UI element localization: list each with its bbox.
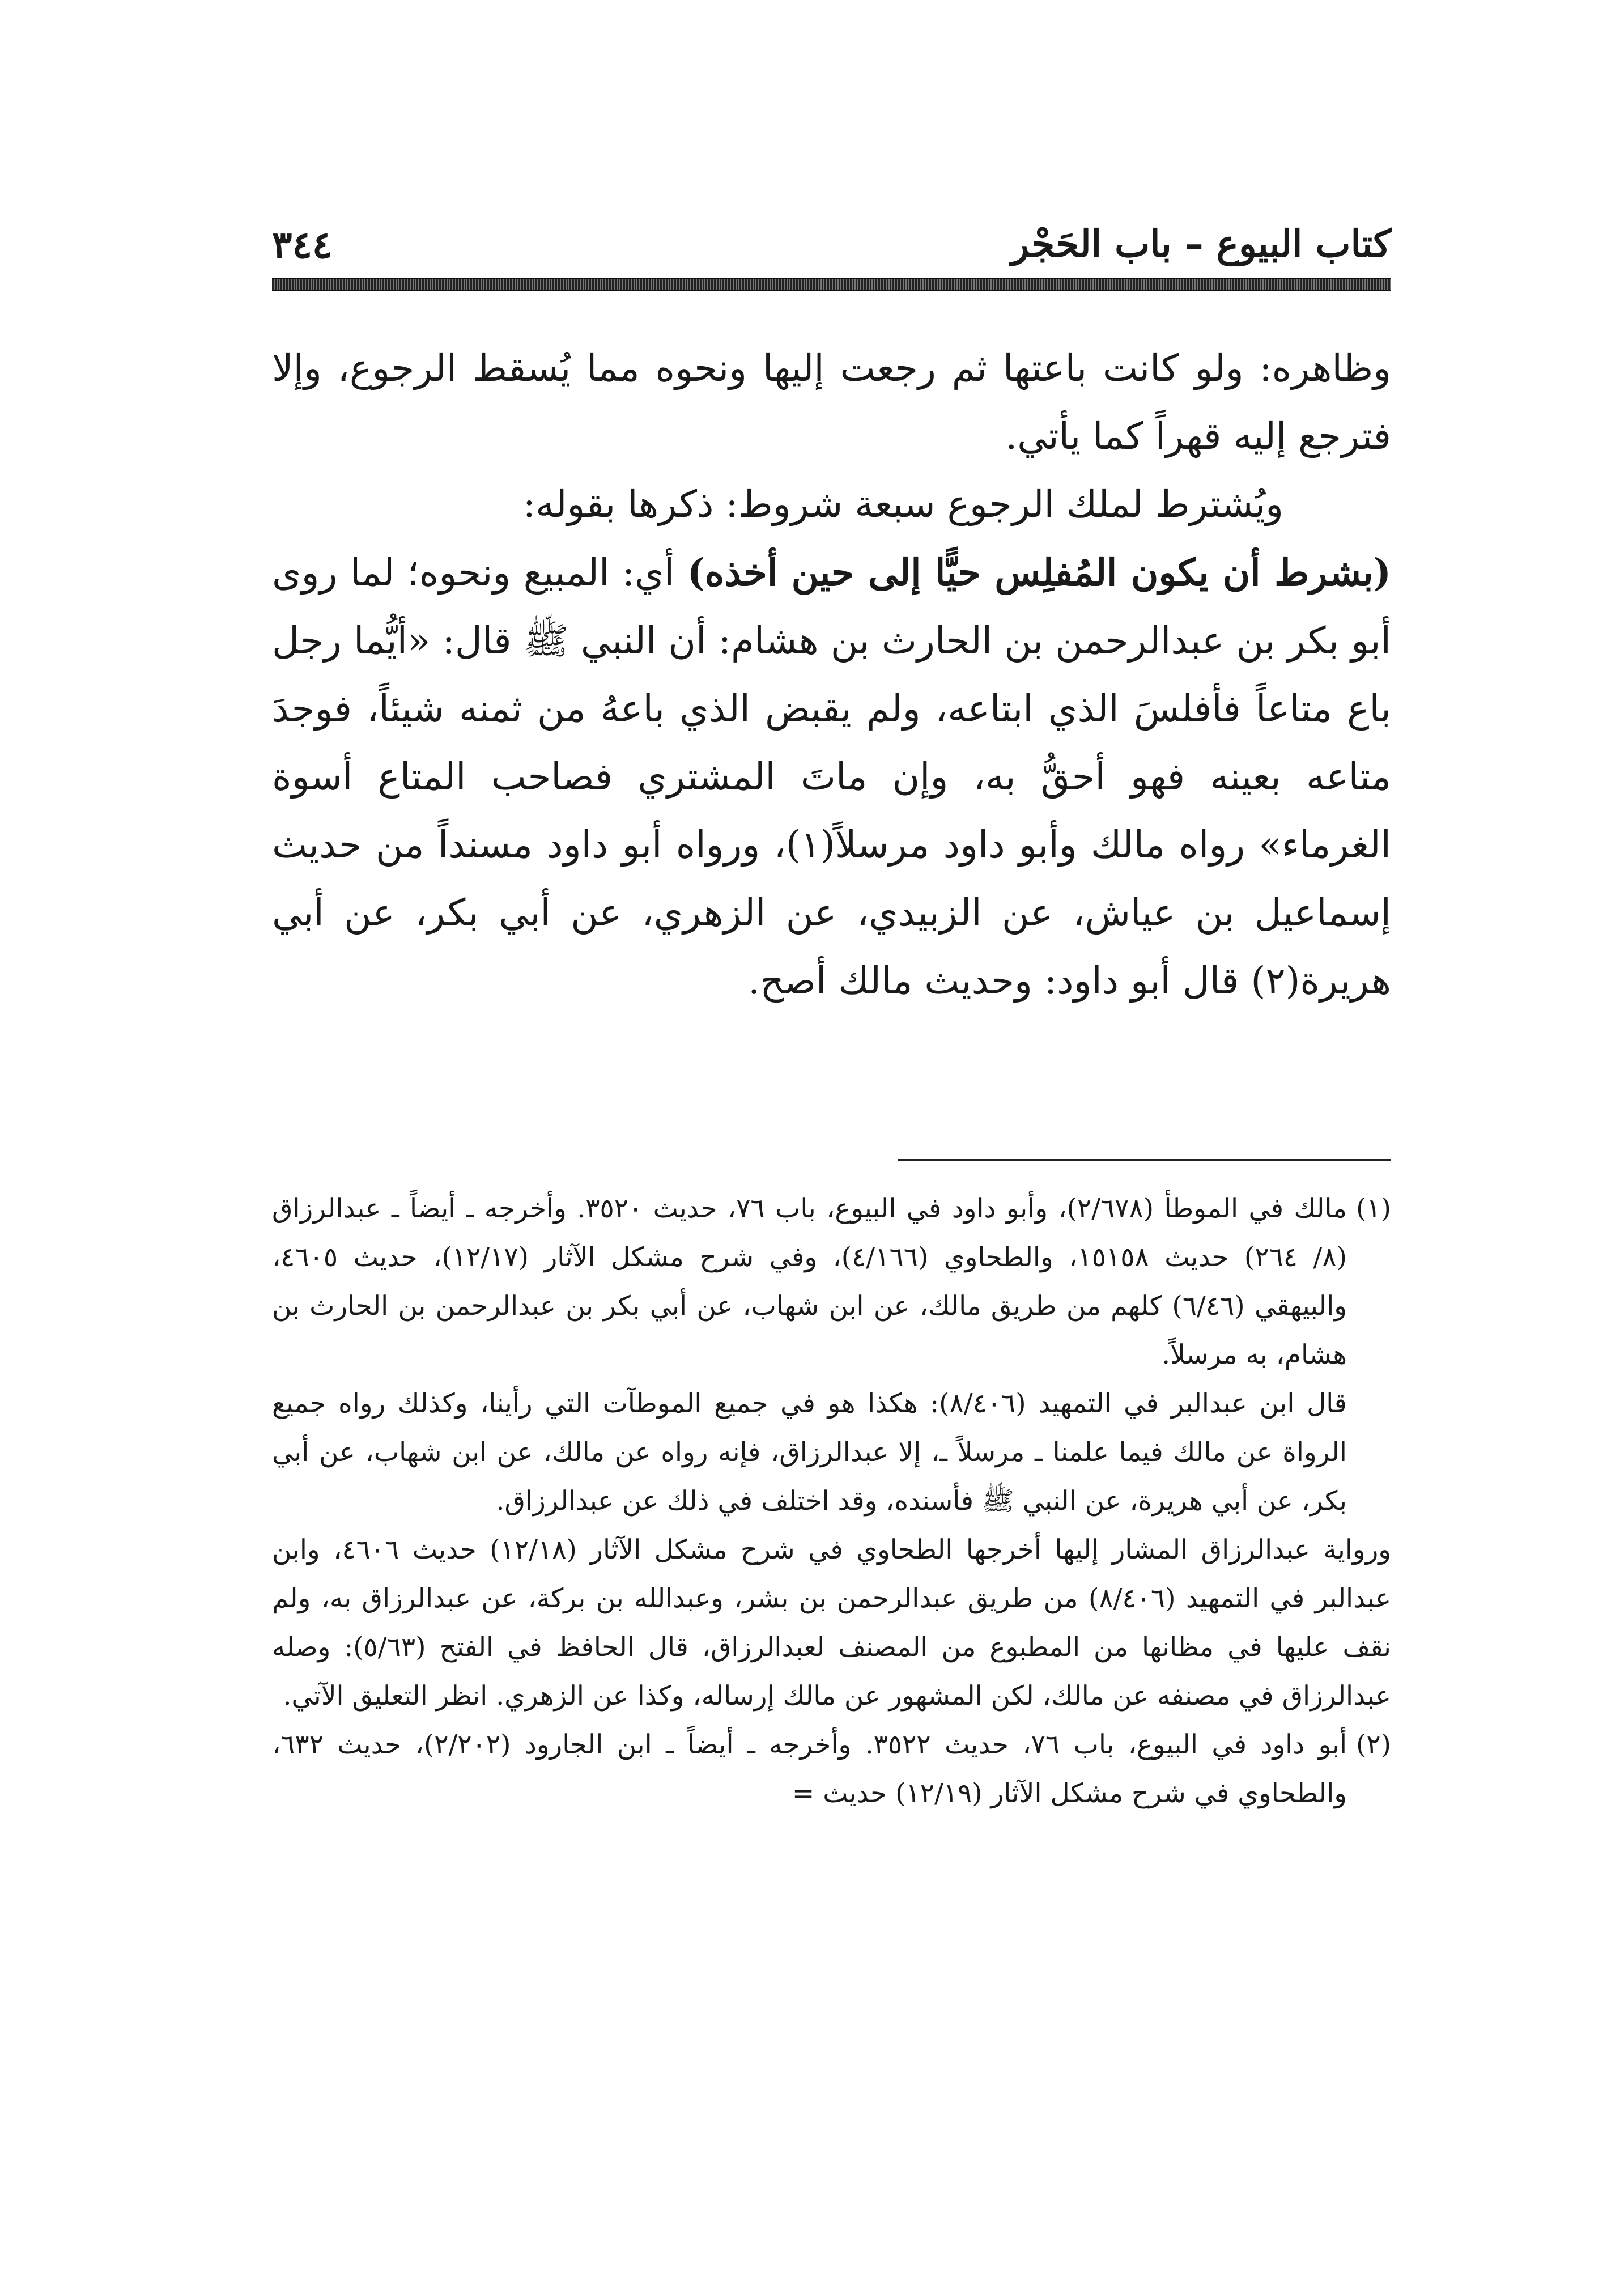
footnote-paragraph: أبو داود في البيوع، باب ٧٦، حديث ٣٥٢٢. وأخرجه ـ أيضاً ـ ابن الجارود (٢/٢٠٢)، حديث ٦٣٢، والطحاوي في شرح مشكل الآثار (١٢/١٩) حديث =	[272, 1729, 1347, 1809]
header-divider	[272, 278, 1391, 291]
footnote-paragraph: مالك في الموطأ (٢/٦٧٨)، وأبو داود في البيوع، باب ٧٦، حديث ٣٥٢٠. وأخرجه ـ أيضاً ـ عبدالرزاق (٨/ ٢٦٤) حديث ١٥١٥٨، والطحاوي (٤/١٦٦)، وفي شرح مشكل الآثار (١٢/١٧)، حديث ٤٦٠٥، والبيهقي (٦/٤٦) كلهم من طريق مالك، عن ابن شهاب، عن أبي بكر بن عبدالرحمن بن الحارث بن هشام، به مرسلاً.	[272, 1193, 1347, 1370]
footnote-number: (٢)	[1356, 1729, 1391, 1760]
footnote-number: (١)	[1356, 1193, 1391, 1224]
page-header	[272, 222, 1391, 267]
footnotes-section	[272, 1184, 1391, 1818]
hadith-text: أي: المبيع ونحوه؛ لما روى أبو بكر بن عبدالرحمن بن الحارث بن هشام: أن النبي ﷺ قال: «أيُّما رجل باع متاعاً فأفلسَ الذي ابتاعه، ولم يقبض الذي باعهُ من ثمنه شيئاً، فوجدَ متاعه بعينه فهو أحقُّ به، وإن ماتَ المشتري فصاحب المتاع أسوة الغرماء» رواه مالك وأبو داود مرسلاً(١)، ورواه أبو داود مسنداً من حديث إسماعيل بن عياش، عن الزبيدي، عن الزهري، عن أبي بكر، عن أبي هريرة(٢) قال أبو داود: وحديث مالك أصح.	[272, 551, 1391, 1003]
footnote-separator	[898, 1159, 1391, 1161]
bold-condition-text: (بشرط أن يكون المُفلِس حيًّا إلى حين أخذه)	[687, 550, 1392, 595]
footnote-paragraph: ورواية عبدالرزاق المشار إليها أخرجها الطحاوي في شرح مشكل الآثار (١٢/١٨) حديث ٤٦٠٦، وابن عبدالبر في التمهيد (٨/٤٠٦) من طريق عبدالرحمن بن بشر، وعبدالله بن بركة، عن عبدالرزاق به، ولم نقف عليها في مظانها من المطبوع من المصنف لعبدالرزاق، قال الحافظ في الفتح (٥/٦٣): وصله عبدالرزاق في مصنفه عن مالك، لكن المشهور عن مالك إرساله، وكذا عن الزهري. انظر التعليق الآتي.	[272, 1534, 1391, 1712]
footnote-paragraph: قال ابن عبدالبر في التمهيد (٨/٤٠٦): هكذا هو في جميع الموطآت التي رأينا، وكذلك رواه جميع الرواة عن مالك فيما علمنا ـ مرسلاً ـ، إلا عبدالرزاق، فإنه رواه عن مالك، عن ابن شهاب، عن أبي بكر، عن أبي هريرة، عن النبي ﷺ فأسنده، وقد اختلف في ذلك عن عبدالرزاق.	[272, 1388, 1347, 1517]
footnote-2	[272, 1721, 1391, 1818]
condition-paragraph	[272, 538, 1391, 1015]
running-head-title: كتاب البيوع – باب الحَجْر	[1011, 222, 1391, 266]
main-paragraph: ويُشترط لملك الرجوع سبعة شروط: ذكرها بقوله:	[522, 482, 1283, 526]
page-number: ٣٤٤	[272, 223, 333, 267]
main-paragraph: وظاهره: ولو كانت باعتها ثم رجعت إليها ونحوه مما يُسقط الرجوع، وإلا فترجع إليه قهراً كما يأتي.	[272, 346, 1391, 458]
main-text-block	[272, 334, 1391, 1015]
footnote-1	[272, 1184, 1391, 1721]
